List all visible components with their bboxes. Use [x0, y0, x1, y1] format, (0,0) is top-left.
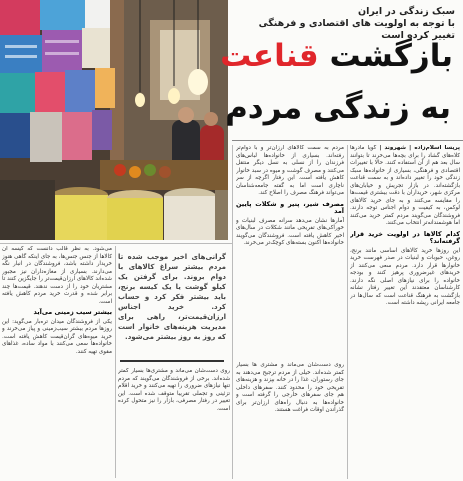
column-3-text: روی دست‌شان می‌ماند و مشتری ها بسیار کمتر شده‌اند. خیلی از مردم ترجیح می‌دهند به جای رستوران، غذا را در خانه بپزند و هزینه‌های تفریحی خود را محدود کنند. سفرهای داخلی هم جای سفرهای خارجی را گرفته است و خانواده‌ها به دنبال راه‌های ارزان‌تر برای گذراندن اوقات فراغت هستند.	[236, 362, 344, 413]
byline: پریسا اسلام‌زاده | شهروند |	[379, 145, 460, 151]
headline-divider	[232, 140, 463, 141]
article-column-1	[350, 145, 460, 479]
article-column-3	[236, 362, 344, 479]
column-5-text: روی دست‌شان می‌ماند و مشتری‌ها بسیار کمتر شده‌اند. برخی از فروشندگان می‌گویند که مردم تنها نیازهای ضروری را تهیه می‌کنند و خرید اقلام تزئینی و تجملی تقریبا متوقف شده است. این تغییر در رفتار مصرفی، بازار را نیز متحول کرده است.	[118, 368, 230, 412]
column-4-text-2: یکی از فروشندگان میدان تره‌بار می‌گوید: این روزها مردم بیشتر سیب‌زمینی و پیاز می‌خرند و خرید میوه‌های گران‌قیمت کاهش یافته است. خانواده‌ها سعی می‌کنند با مواد ساده، غذاهای مقوی تهیه کنند.	[2, 318, 112, 355]
article-column-4	[2, 246, 112, 478]
bazaar-photo	[0, 0, 228, 240]
headline-word-return: بازگشت	[329, 38, 453, 74]
column-1-subheading: کدام کالاها در اولویت خرید قرار گرفته‌اند؟	[350, 229, 460, 245]
column-divider	[115, 246, 116, 478]
column-1-text-2: این روزها خرید کالاهای اساسی مانند برنج، روغن، حبوبات و لبنیات در صدر فهرست خرید خانوارها قرار دارد. مردم سعی می‌کنند از خریدهای غیرضروری پرهیز کنند و بودجه خانواده را برای نیازهای اصلی نگه دارند. کارشناسان معتقدند این تغییر رفتار نشانه بازگشت به فرهنگ قناعت است که سال‌ها در جامعه ایرانی ریشه داشته است.	[350, 247, 460, 306]
headline-block	[220, 0, 463, 140]
photo-divider	[0, 243, 232, 244]
headline-title-line-1	[220, 38, 453, 74]
column-2-text: مردم به سمت کالاهای ارزان‌تر و با دوام‌تر رفته‌اند. بسیاری از خانواده‌ها لباس‌های فرزندان را از نسلی به نسل دیگر منتقل می‌کنند و مصرف گوشت و میوه در سبد خانوار کاهش یافته است. این رفتار اگرچه از سر ناچاری است اما به گفته جامعه‌شناسان می‌تواند فرهنگ مصرف را اصلاح کند.	[236, 145, 344, 196]
column-4-text: می‌شود. به نظر قالب دانست که کیسه آن کالاها از جنس جنس‌ها، به جای اینکه گاهی هنوز خریدار داشته باشد، فروشندگان در انبار نگه می‌دارند. بسیاری از مغازه‌داران نیز مجبور شده‌اند کالاهای ارزان‌قیمت‌تر را جایگزین کنند تا مشتریان خود را از دست ندهند. قیمت‌ها چند برابر شده و قدرت خرید مردم کاهش یافته است.	[2, 246, 112, 305]
kicker-line-2: با توجه به اولویت های اقتصادی و فرهنگی تغییر کرده است	[258, 18, 455, 41]
article-column-2	[236, 145, 344, 355]
headline-word-contentment: قناعت	[220, 38, 319, 74]
column-2-subheading: مصرف شیر، پنیر و شکلات پایین آمد	[236, 199, 344, 215]
column-divider	[232, 145, 233, 479]
column-divider	[347, 145, 348, 479]
article-column-5	[118, 368, 230, 478]
column-2-text-2: آمارها نشان می‌دهد سرانه مصرف لبنیات و خوراکی‌های تفریحی مانند شکلات در سال‌های اخیر کاهش یافته است. فروشندگان می‌گویند خانواده‌ها اکنون بسته‌های کوچک‌تر می‌خرند.	[236, 217, 344, 246]
headline-title-line-2: به زندگی مردم	[225, 90, 451, 126]
kicker-line-1: سبک زندگی در ایران	[358, 6, 455, 17]
pull-quote-bar	[120, 360, 224, 362]
column-1-text: گویا مادرها کلاه‌های گشاد را برای بچه‌ها می‌خرند تا بتوانند سال بعد هم از آن استفاده کنند. حالا با تغییرات اقتصادی و فرهنگی، بسیاری از خانواده‌ها سبک زندگی خود را تغییر داده‌اند و به سمت قناعت بازگشته‌اند. در بازار تجریش و خیابان‌های مرکزی شهر، خریداران با دقت بیشتری قیمت‌ها را مقایسه می‌کنند و به جای خرید کالاهای لوکس، به کیفیت و دوام اجناس توجه دارند. فروشندگان می‌گویند مردم کمتر خرید می‌کنند اما هوشمندانه‌تر انتخاب می‌کنند.	[350, 145, 460, 226]
kicker	[235, 6, 455, 42]
pull-quote: گرانی‌های اخیر موجب شده تا مردم بیشتر سراغ کالاهای با دوام بروند. برای گرفتن یک کیلو گوشت یا یک کیسه برنج، باید بیشتر فکر کرد و حساب کرد. خرید اجناس ارزان‌قیمت‌تر، راهی برای مدیریت هزینه‌های خانوار است که روز به روز بیشتر می‌شود.	[118, 253, 226, 341]
column-4-subheading: بیشتر سیب‌ زمینی می‌آید	[33, 308, 112, 316]
